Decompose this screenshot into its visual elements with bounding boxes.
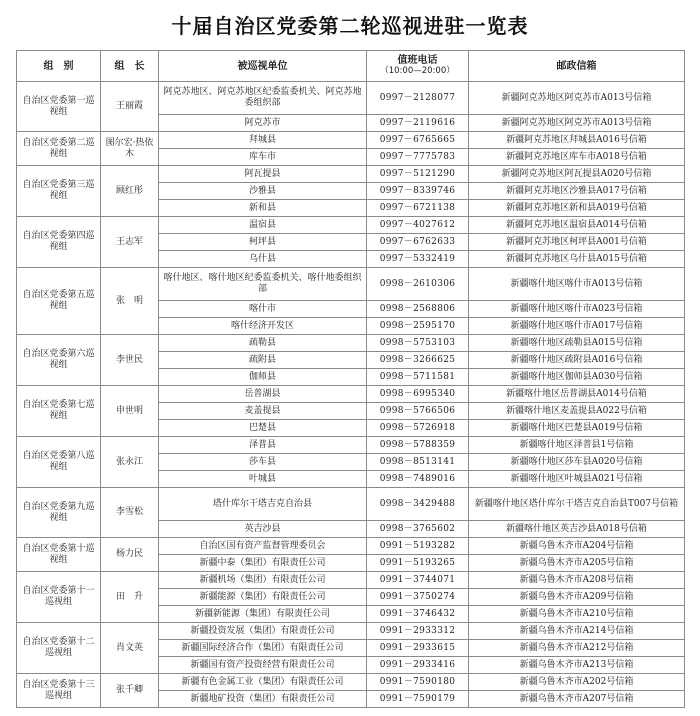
mailbox-cell: 新疆喀什地区麦盖提县A022号信箱 — [469, 403, 685, 420]
mailbox-cell: 新疆喀什地区伽师县A030号信箱 — [469, 369, 685, 386]
group-name-cell: 自治区党委第五巡视组 — [17, 268, 101, 335]
mailbox-cell: 新疆喀什地区叶城县A021号信箱 — [469, 471, 685, 488]
unit-cell: 阿克苏市 — [159, 115, 367, 132]
mailbox-cell: 新疆喀什地区泽普县1号信箱 — [469, 437, 685, 454]
phone-cell: 0998－6995340 — [367, 386, 469, 403]
mailbox-cell: 新疆喀什地区喀什市A013号信箱 — [469, 268, 685, 301]
unit-cell: 英吉沙县 — [159, 521, 367, 538]
table-row — [17, 386, 685, 403]
phone-cell: 0998－5711581 — [367, 369, 469, 386]
table-row — [17, 268, 685, 301]
leader-cell: 王丽霞 — [101, 82, 159, 132]
group-name-cell: 自治区党委第四巡视组 — [17, 217, 101, 268]
table-row — [17, 488, 685, 521]
phone-cell: 0998－5753103 — [367, 335, 469, 352]
unit-cell: 新疆有色金属工业（集团）有限责任公司 — [159, 674, 367, 691]
unit-cell: 疏勒县 — [159, 335, 367, 352]
leader-cell: 顾红彤 — [101, 166, 159, 217]
unit-cell: 阿克苏地区、阿克苏地区纪委监委机关、阿克苏地委组织部 — [159, 82, 367, 115]
leader-cell: 李雪松 — [101, 488, 159, 538]
phone-cell: 0991－7590180 — [367, 674, 469, 691]
table-row — [17, 572, 685, 589]
unit-cell: 叶城县 — [159, 471, 367, 488]
mailbox-cell: 新疆阿克苏地区拜城县A016号信箱 — [469, 132, 685, 149]
unit-cell: 沙雅县 — [159, 183, 367, 200]
phone-cell: 0998－5726918 — [367, 420, 469, 437]
mailbox-cell: 新疆乌鲁木齐市A209号信箱 — [469, 589, 685, 606]
leader-cell: 王志军 — [101, 217, 159, 268]
leader-cell: 杨力民 — [101, 538, 159, 572]
group-name-cell: 自治区党委第二巡视组 — [17, 132, 101, 166]
phone-cell: 0991－5193265 — [367, 555, 469, 572]
unit-cell: 新疆能源（集团）有限责任公司 — [159, 589, 367, 606]
unit-cell: 新和县 — [159, 200, 367, 217]
phone-cell: 0998－3266625 — [367, 352, 469, 369]
phone-cell: 0998－2610306 — [367, 268, 469, 301]
unit-cell: 温宿县 — [159, 217, 367, 234]
mailbox-cell: 新疆阿克苏地区柯坪县A001号信箱 — [469, 234, 685, 251]
inspection-table — [16, 50, 685, 708]
unit-cell: 库车市 — [159, 149, 367, 166]
phone-cell: 0991－5193282 — [367, 538, 469, 555]
mailbox-cell: 新疆乌鲁木齐市A214号信箱 — [469, 623, 685, 640]
mailbox-cell: 新疆喀什地区疏附县A016号信箱 — [469, 352, 685, 369]
unit-cell: 新疆中泰（集团）有限责任公司 — [159, 555, 367, 572]
table-row — [17, 335, 685, 352]
mailbox-cell: 新疆阿克苏地区温宿县A014号信箱 — [469, 217, 685, 234]
phone-cell: 0997－5121290 — [367, 166, 469, 183]
phone-cell: 0998－7489016 — [367, 471, 469, 488]
unit-cell: 伽师县 — [159, 369, 367, 386]
mailbox-cell: 新疆喀什地区喀什市A023号信箱 — [469, 301, 685, 318]
table-body — [17, 82, 685, 708]
leader-cell: 田 升 — [101, 572, 159, 623]
mailbox-cell: 新疆阿克苏地区新和县A019号信箱 — [469, 200, 685, 217]
unit-cell: 乌什县 — [159, 251, 367, 268]
unit-cell: 喀什市 — [159, 301, 367, 318]
group-name-cell: 自治区党委第十一巡视组 — [17, 572, 101, 623]
leader-cell: 肖文英 — [101, 623, 159, 674]
unit-cell: 喀什地区、喀什地区纪委监委机关、喀什地委组织部 — [159, 268, 367, 301]
unit-cell: 拜城县 — [159, 132, 367, 149]
mailbox-cell: 新疆乌鲁木齐市A210号信箱 — [469, 606, 685, 623]
group-name-cell: 自治区党委第一巡视组 — [17, 82, 101, 132]
phone-cell: 0991－3746432 — [367, 606, 469, 623]
phone-cell: 0997－8339746 — [367, 183, 469, 200]
table-row — [17, 674, 685, 691]
mailbox-cell: 新疆乌鲁木齐市A208号信箱 — [469, 572, 685, 589]
phone-cell: 0997－2128077 — [367, 82, 469, 115]
unit-cell: 麦盖提县 — [159, 403, 367, 420]
group-name-cell: 自治区党委第三巡视组 — [17, 166, 101, 217]
table-row — [17, 437, 685, 454]
mailbox-cell: 新疆喀什地区莎车县A020号信箱 — [469, 454, 685, 471]
mailbox-cell: 新疆乌鲁木齐市A205号信箱 — [469, 555, 685, 572]
group-name-cell: 自治区党委第六巡视组 — [17, 335, 101, 386]
leader-cell: 李世民 — [101, 335, 159, 386]
mailbox-cell: 新疆喀什地区塔什库尔干塔吉克自治县T007号信箱 — [469, 488, 685, 521]
mailbox-cell: 新疆阿克苏地区阿瓦提县A020号信箱 — [469, 166, 685, 183]
leader-cell: 张永江 — [101, 437, 159, 488]
unit-cell: 巴楚县 — [159, 420, 367, 437]
mailbox-cell: 新疆乌鲁木齐市A204号信箱 — [469, 538, 685, 555]
phone-cell: 0997－5332419 — [367, 251, 469, 268]
table-row — [17, 132, 685, 149]
page-title: 十届自治区党委第二轮巡视进驻一览表 — [171, 14, 529, 38]
unit-cell: 疏附县 — [159, 352, 367, 369]
table-row — [17, 217, 685, 234]
mailbox-cell: 新疆乌鲁木齐市A212号信箱 — [469, 640, 685, 657]
unit-cell: 莎车县 — [159, 454, 367, 471]
group-name-cell: 自治区党委第十三巡视组 — [17, 674, 101, 708]
phone-cell: 0998－8513141 — [367, 454, 469, 471]
group-name-cell: 自治区党委第八巡视组 — [17, 437, 101, 488]
phone-cell: 0998－5788359 — [367, 437, 469, 454]
table-header-row — [17, 51, 685, 82]
table-row — [17, 623, 685, 640]
unit-cell: 新疆投资发展（集团）有限责任公司 — [159, 623, 367, 640]
phone-cell: 0991－3750274 — [367, 589, 469, 606]
phone-cell: 0998－2568806 — [367, 301, 469, 318]
header-mailbox: 邮政信箱 — [469, 51, 685, 82]
unit-cell: 新疆地矿投资（集团）有限责任公司 — [159, 691, 367, 708]
phone-cell: 0991－7590179 — [367, 691, 469, 708]
unit-cell: 新疆新能源（集团）有限责任公司 — [159, 606, 367, 623]
phone-cell: 0997－6721138 — [367, 200, 469, 217]
phone-cell: 0998－2595170 — [367, 318, 469, 335]
phone-cell: 0997－2119616 — [367, 115, 469, 132]
header-phone-hours: （10:00—20:00） — [380, 66, 455, 76]
leader-cell: 图尔宏·热依木 — [101, 132, 159, 166]
group-name-cell: 自治区党委第九巡视组 — [17, 488, 101, 538]
header-leader: 组 长 — [101, 51, 159, 82]
unit-cell: 新疆国际经济合作（集团）有限责任公司 — [159, 640, 367, 657]
mailbox-cell: 新疆喀什地区巴楚县A019号信箱 — [469, 420, 685, 437]
header-phone-label: 值班电话 — [397, 55, 438, 66]
mailbox-cell: 新疆阿克苏地区沙雅县A017号信箱 — [469, 183, 685, 200]
unit-cell: 喀什经济开发区 — [159, 318, 367, 335]
phone-cell: 0998－5766506 — [367, 403, 469, 420]
group-name-cell: 自治区党委第七巡视组 — [17, 386, 101, 437]
phone-cell: 0991－2933312 — [367, 623, 469, 640]
mailbox-cell: 新疆乌鲁木齐市A207号信箱 — [469, 691, 685, 708]
phone-cell: 0991－3744071 — [367, 572, 469, 589]
phone-cell: 0997－6762633 — [367, 234, 469, 251]
mailbox-cell: 新疆阿克苏地区阿克苏市A013号信箱 — [469, 115, 685, 132]
phone-cell: 0991－2933416 — [367, 657, 469, 674]
table-row — [17, 538, 685, 555]
unit-cell: 岳普湖县 — [159, 386, 367, 403]
leader-cell: 张 明 — [101, 268, 159, 335]
phone-cell: 0998－3429488 — [367, 488, 469, 521]
mailbox-cell: 新疆乌鲁木齐市A202号信箱 — [469, 674, 685, 691]
phone-cell: 0997－4027612 — [367, 217, 469, 234]
mailbox-cell: 新疆阿克苏地区库车市A018号信箱 — [469, 149, 685, 166]
header-phone — [367, 51, 469, 82]
unit-cell: 新疆机场（集团）有限责任公司 — [159, 572, 367, 589]
leader-cell: 张千卿 — [101, 674, 159, 708]
unit-cell: 塔什库尔干塔吉克自治县 — [159, 488, 367, 521]
mailbox-cell: 新疆喀什地区疏勒县A015号信箱 — [469, 335, 685, 352]
table-row — [17, 166, 685, 183]
group-name-cell: 自治区党委第十巡视组 — [17, 538, 101, 572]
mailbox-cell: 新疆阿克苏地区乌什县A015号信箱 — [469, 251, 685, 268]
phone-cell: 0997－6765665 — [367, 132, 469, 149]
mailbox-cell: 新疆阿克苏地区阿克苏市A013号信箱 — [469, 82, 685, 115]
header-unit: 被巡视单位 — [159, 51, 367, 82]
mailbox-cell: 新疆乌鲁木齐市A213号信箱 — [469, 657, 685, 674]
mailbox-cell: 新疆喀什地区喀什市A017号信箱 — [469, 318, 685, 335]
unit-cell: 柯坪县 — [159, 234, 367, 251]
group-name-cell: 自治区党委第十二巡视组 — [17, 623, 101, 674]
mailbox-cell: 新疆喀什地区英吉沙县A018号信箱 — [469, 521, 685, 538]
header-group: 组 别 — [17, 51, 101, 82]
unit-cell: 新疆国有资产投资经营有限责任公司 — [159, 657, 367, 674]
phone-cell: 0997－7775783 — [367, 149, 469, 166]
phone-cell: 0998－3765602 — [367, 521, 469, 538]
unit-cell: 泽普县 — [159, 437, 367, 454]
unit-cell: 阿瓦提县 — [159, 166, 367, 183]
unit-cell: 自治区国有资产监督管理委员会 — [159, 538, 367, 555]
phone-cell: 0991－2933615 — [367, 640, 469, 657]
leader-cell: 申世明 — [101, 386, 159, 437]
table-row — [17, 82, 685, 115]
mailbox-cell: 新疆喀什地区岳普湖县A014号信箱 — [469, 386, 685, 403]
